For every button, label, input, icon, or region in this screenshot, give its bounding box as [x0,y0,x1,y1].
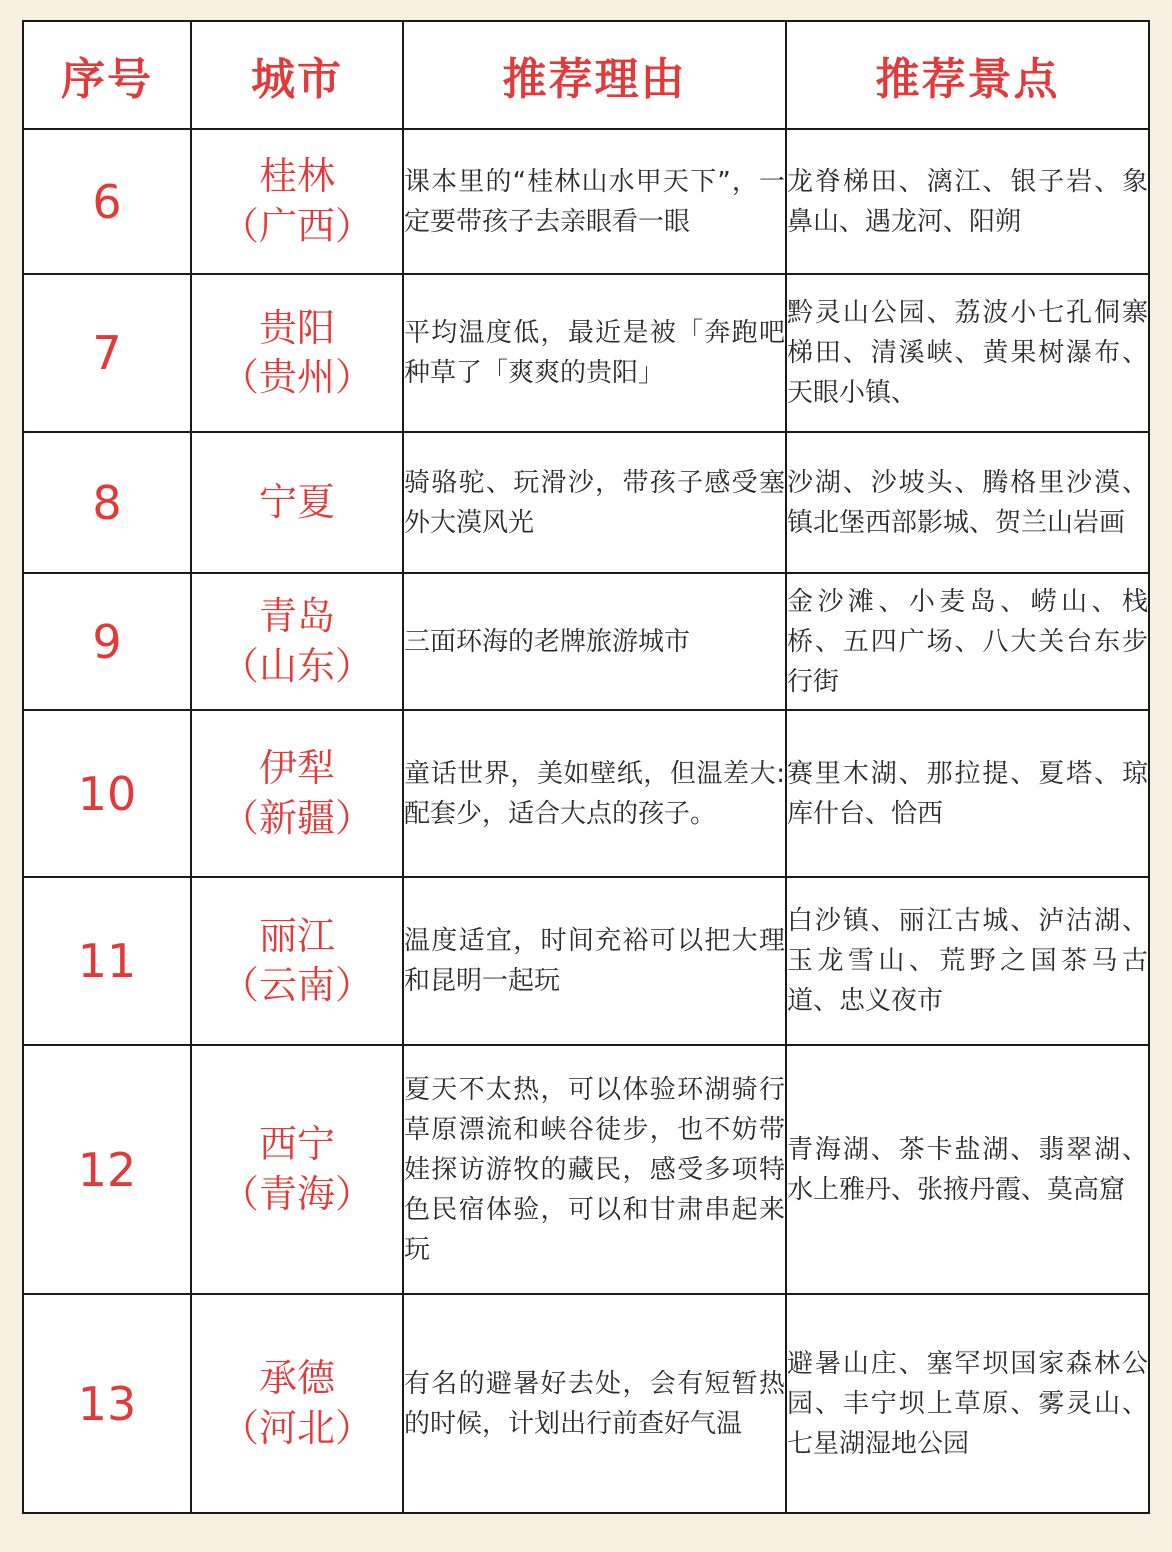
city-name: 桂林 [258,154,335,199]
table-row [23,1294,1149,1513]
spots-cell: 青海湖、茶卡盐湖、翡翠湖、水上雅丹、张掖丹霞、莫高窟 [786,1045,1149,1294]
reason-cell: 童话世界，美如壁纸，但温差大:配套少，适合大点的孩子。 [403,710,786,877]
table-row [23,573,1149,710]
spots-cell: 金沙滩、小麦岛、崂山、栈桥、五四广场、八大关台东步行街 [786,573,1149,710]
reason-cell: 夏天不太热，可以体验环湖骑行草原漂流和峡谷徒步，也不妨带娃探访游牧的藏民，感受多项特色民宿体验，可以和甘肃串起来玩 [403,1045,786,1294]
city-cell [191,877,403,1045]
reason-cell: 有名的避暑好去处，会有短暂热的时候，计划出行前查好气温 [403,1294,786,1513]
row-number: 12 [23,1045,191,1294]
city-province: （山东） [220,643,373,688]
city-name: 贵阳 [258,305,335,350]
reason-cell: 平均温度低，最近是被「奔跑吧种草了「爽爽的贵阳」 [403,274,786,432]
header-row [23,21,1149,129]
row-number: 10 [23,710,191,877]
city-cell [191,573,403,710]
city-cell [191,274,403,432]
table-row [23,710,1149,877]
travel-table-sheet [22,20,1148,1512]
row-number: 13 [23,1294,191,1513]
spots-cell: 避暑山庄、塞罕坝国家森林公园、丰宁坝上草原、雾灵山、七星湖湿地公园 [786,1294,1149,1513]
city-name: 承德 [258,1356,335,1401]
spots-cell: 白沙镇、丽江古城、泸沽湖、玉龙雪山、荒野之国茶马古道、忠义夜市 [786,877,1149,1045]
city-cell [191,129,403,274]
reason-cell: 骑骆驼、玩滑沙，带孩子感受塞外大漠风光 [403,432,786,573]
header-city: 城市 [191,21,403,129]
spots-cell: 龙脊梯田、漓江、银子岩、象鼻山、遇龙河、阳朔 [786,129,1149,274]
city-name: 青岛 [258,594,335,639]
city-province: （广西） [220,203,373,248]
row-number: 8 [23,432,191,573]
header-spots: 推荐景点 [786,21,1149,129]
city-name: 西宁 [258,1122,335,1167]
spots-cell: 黔灵山公园、荔波小七孔侗寨梯田、清溪峡、黄果树瀑布、天眼小镇、 [786,274,1149,432]
table-row [23,129,1149,274]
city-name: 丽江 [258,913,335,958]
spots-cell: 沙湖、沙坡头、腾格里沙漠、镇北堡西部影城、贺兰山岩画 [786,432,1149,573]
city-name: 伊犁 [258,746,335,791]
header-reason: 推荐理由 [403,21,786,129]
table-row [23,877,1149,1045]
city-cell [191,432,403,573]
reason-cell: 课本里的“桂林山水甲天下”，一定要带孩子去亲眼看一眼 [403,129,786,274]
city-cell [191,1045,403,1294]
header-num: 序号 [23,21,191,129]
city-cell [191,710,403,877]
row-number: 9 [23,573,191,710]
table-row [23,274,1149,432]
city-cell [191,1294,403,1513]
row-number: 7 [23,274,191,432]
city-province: （青海） [220,1171,373,1216]
table-row [23,432,1149,573]
city-province: （云南） [220,963,373,1007]
city-province: （新疆） [220,795,373,840]
row-number: 6 [23,129,191,274]
city-name: 宁夏 [258,479,335,524]
reason-cell: 三面环海的老牌旅游城市 [403,573,786,710]
city-province: （贵州） [220,355,373,399]
reason-cell: 温度适宜，时间充裕可以把大理和昆明一起玩 [403,877,786,1045]
travel-recommendation-table [22,20,1150,1514]
row-number: 11 [23,877,191,1045]
table-row [23,1045,1149,1294]
city-province: （河北） [220,1405,373,1450]
spots-cell: 赛里木湖、那拉提、夏塔、琼库什台、恰西 [786,710,1149,877]
